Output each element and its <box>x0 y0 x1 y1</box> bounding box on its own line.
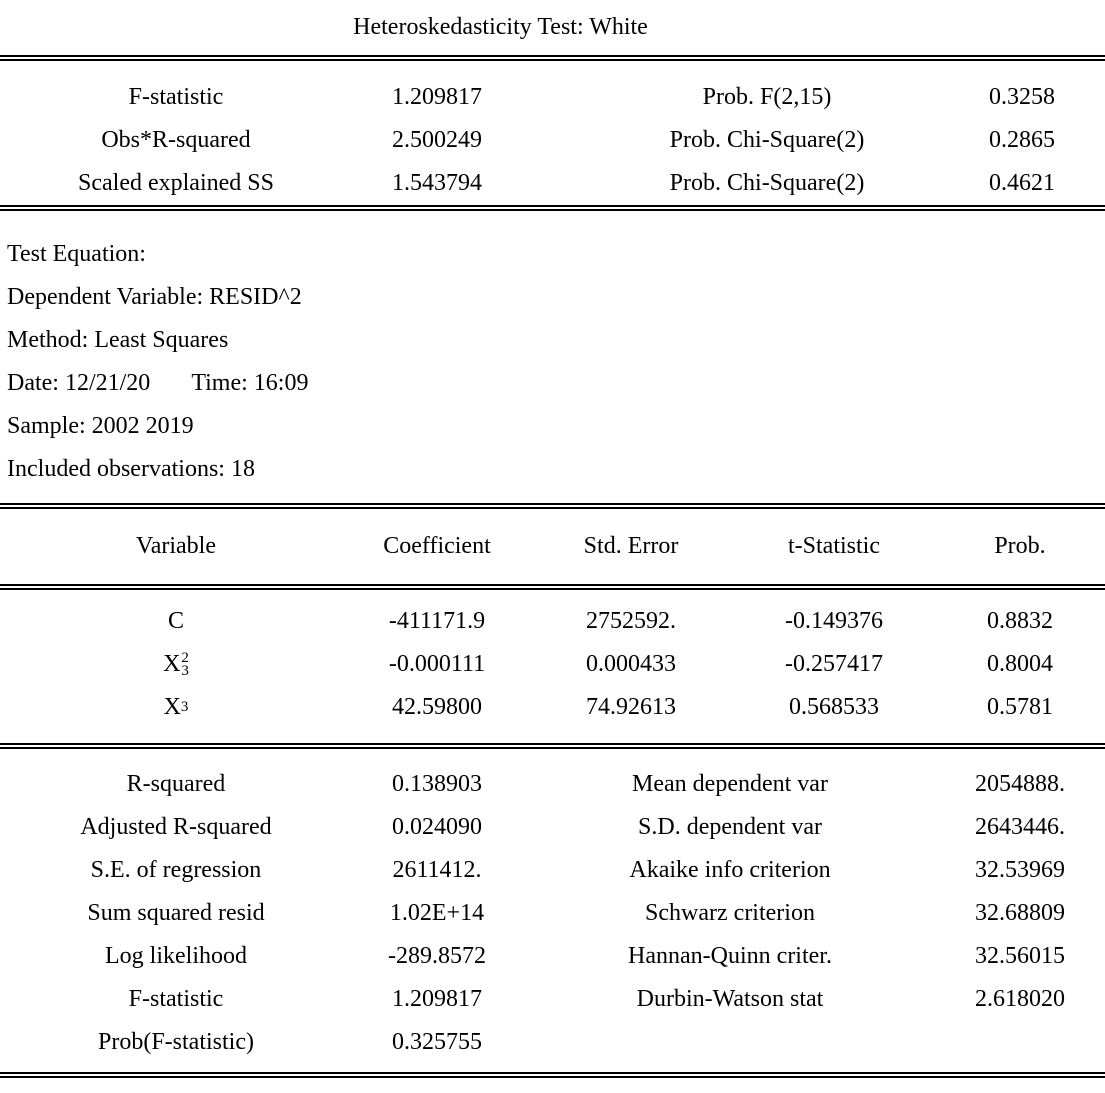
table-row <box>0 686 1105 729</box>
coefficient-value: 42.59800 <box>392 694 482 720</box>
date-label: Date: 12/21/20 <box>7 370 151 396</box>
table-row <box>0 643 1105 686</box>
stat-value: 2643446. <box>975 814 1065 840</box>
stat-value: 0.325755 <box>392 1029 482 1055</box>
rule-bottom <box>0 1072 1105 1078</box>
dependent-variable-line: Dependent Variable: RESID^2 <box>7 284 302 310</box>
prob-value: 0.8832 <box>987 608 1053 634</box>
prob-value: 0.5781 <box>987 694 1053 720</box>
prob-value: 0.4621 <box>989 170 1055 196</box>
t-statistic-value: 0.568533 <box>789 694 879 720</box>
stat-label: F-statistic <box>128 84 224 110</box>
stat-value: 32.68809 <box>975 900 1065 926</box>
page-title: Heteroskedasticity Test: White <box>353 14 648 40</box>
variable-base: C <box>167 608 184 634</box>
prob-label: Prob. Chi-Square(2) <box>669 127 865 153</box>
stat-label: Obs*R-squared <box>101 127 251 153</box>
std-error-value: 2752592. <box>586 608 676 634</box>
stat-value: 32.56015 <box>975 943 1065 969</box>
column-header-coefficient: Coefficient <box>383 533 491 559</box>
stat-value: 2611412. <box>392 857 482 883</box>
stat-value: 2.500249 <box>392 127 482 153</box>
prob-value: 0.8004 <box>987 651 1053 677</box>
std-error-value: 74.92613 <box>586 694 676 720</box>
table-row <box>0 935 1105 978</box>
prob-value: 0.2865 <box>989 127 1055 153</box>
test-equation-block <box>0 211 1105 503</box>
coefficient-table-header <box>0 509 1105 584</box>
table-row <box>0 162 1105 205</box>
stat-value <box>930 1021 1105 1064</box>
column-header-variable: Variable <box>136 533 216 559</box>
table-row <box>0 76 1105 119</box>
prob-value: 0.3258 <box>989 84 1055 110</box>
stat-label: S.D. dependent var <box>638 814 822 840</box>
stat-label <box>530 1021 930 1064</box>
variable-name <box>0 600 352 643</box>
column-header-t-statistic: t-Statistic <box>788 533 880 559</box>
variable-name <box>0 643 352 686</box>
stat-value: 1.209817 <box>392 986 482 1012</box>
stat-value: 2054888. <box>975 771 1065 797</box>
included-observations-line: Included observations: 18 <box>7 456 255 482</box>
coefficient-table-body <box>0 590 1105 743</box>
method-line: Method: Least Squares <box>7 327 229 353</box>
column-header-std-error: Std. Error <box>583 533 679 559</box>
table-row <box>0 806 1105 849</box>
stat-label: Prob(F-statistic) <box>98 1029 254 1055</box>
stat-label: R-squared <box>126 771 226 797</box>
variable-superscript: 2 <box>181 649 189 666</box>
coefficient-value: -411171.9 <box>388 608 486 634</box>
stat-value: -289.8572 <box>388 943 486 969</box>
variable-name <box>0 686 352 729</box>
table-row <box>0 978 1105 1021</box>
column-header-prob: Prob. <box>994 533 1046 559</box>
stat-value: 0.024090 <box>392 814 482 840</box>
stat-label: Hannan-Quinn criter. <box>628 943 832 969</box>
stat-value: 1.02E+14 <box>389 900 485 926</box>
date-time-line <box>7 362 1105 405</box>
stat-label: Durbin-Watson stat <box>636 986 824 1012</box>
stat-value: 1.209817 <box>392 84 482 110</box>
stat-label: Scaled explained SS <box>78 170 274 196</box>
variable-subscript: 3 <box>181 662 189 679</box>
stat-label: Log likelihood <box>105 943 247 969</box>
summary-table <box>0 61 1105 205</box>
stat-label: Sum squared resid <box>87 900 265 926</box>
coefficient-value: -0.000111 <box>388 651 486 677</box>
std-error-value: 0.000433 <box>586 651 676 677</box>
stat-label: F-statistic <box>128 986 224 1012</box>
title-row <box>0 0 1105 55</box>
variable-subscript: 3 <box>180 699 189 715</box>
table-row <box>0 1021 1105 1064</box>
stat-value: 1.543794 <box>392 170 482 196</box>
stat-label: Mean dependent var <box>632 771 828 797</box>
stat-label: Akaike info criterion <box>629 857 831 883</box>
variable-base: X <box>163 651 181 677</box>
regression-stats-table <box>0 749 1105 1072</box>
test-equation-heading: Test Equation: <box>7 241 146 267</box>
sample-line: Sample: 2002 2019 <box>7 413 194 439</box>
stat-label: S.E. of regression <box>90 857 262 883</box>
table-row <box>0 892 1105 935</box>
stat-label: Schwarz criterion <box>645 900 815 926</box>
table-row <box>0 119 1105 162</box>
t-statistic-value: -0.257417 <box>785 651 883 677</box>
table-row <box>0 849 1105 892</box>
variable-supsub <box>181 649 189 679</box>
time-label: Time: 16:09 <box>191 370 309 396</box>
prob-label: Prob. Chi-Square(2) <box>669 170 865 196</box>
stat-value: 2.618020 <box>975 986 1065 1012</box>
variable-base: X <box>163 694 181 720</box>
stat-value: 0.138903 <box>392 771 482 797</box>
prob-label: Prob. F(2,15) <box>702 84 832 110</box>
stat-value: 32.53969 <box>975 857 1065 883</box>
table-row <box>0 600 1105 643</box>
table-row <box>0 763 1105 806</box>
t-statistic-value: -0.149376 <box>785 608 883 634</box>
stat-label: Adjusted R-squared <box>80 814 272 840</box>
